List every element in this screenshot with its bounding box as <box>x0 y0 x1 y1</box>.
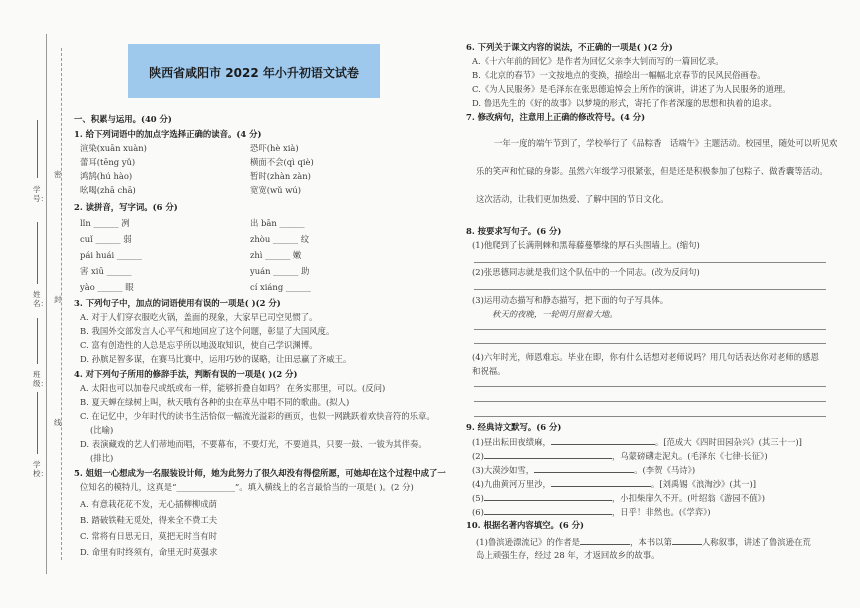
q1-item: 横面不会(qì qiè) <box>250 157 314 167</box>
q9-line-4[interactable] <box>472 478 756 490</box>
seal-char-xian: 线 <box>54 418 62 427</box>
q8-sentence-4: (4)六年时光，师恩难忘。毕业在即，你有什么话想对老师说吗？用几句话表达你对老师的感恩 <box>472 352 819 362</box>
q9-line-3[interactable] <box>472 464 695 476</box>
q8-sentence-3-text: 秋天的夜晚，一轮明月照着大地。 <box>492 309 618 319</box>
q1-item: 宽宽(wǔ wú) <box>250 185 302 195</box>
q2-item[interactable]: cí xiáng ______ <box>250 282 311 292</box>
q9-line-2[interactable] <box>472 450 768 462</box>
poem-source: 。[范成大《四时田园杂兴》(其三十一)] <box>654 437 802 447</box>
q9-line-5[interactable] <box>472 492 765 504</box>
q10-text: (1)鲁滨逊漂流记》的作者是 <box>476 537 580 547</box>
q8-sentence-1: (1)他爬到了长满荆棘和黑莓藤蔓攀缘的厚石头围墙上。(缩句) <box>472 240 700 250</box>
q2-stem: 2. 读拼音，写字词。(6 分) <box>74 202 178 212</box>
q6-option-d[interactable]: D. 鲁迅先生的《好的故事》以梦境的形式，寄托了作者深邃的思想和执着的追求。 <box>472 98 777 108</box>
answer-line[interactable] <box>474 386 826 387</box>
q1-item: 渲染(xuān xuàn) <box>80 143 147 153</box>
q5-option-a[interactable]: A. 有意栽花花不发，无心插柳柳成荫 <box>80 499 217 509</box>
blank[interactable] <box>672 536 702 545</box>
answer-line[interactable] <box>474 343 826 344</box>
q1-item: 吆喝(zhā chā) <box>80 185 136 195</box>
q3-stem: 3. 下列句子中，加点的词语使用有误的一项是( )(2 分) <box>74 298 281 308</box>
q1-item: 暂时(zhàn zàn) <box>250 171 311 181</box>
poem-source: ，日乎！非然也。(《学弈》) <box>611 507 711 517</box>
q1-item: 鸿鹄(hú hào) <box>80 171 133 181</box>
name-line[interactable] <box>37 222 38 284</box>
q4-option-d-note: (排比) <box>90 453 114 463</box>
answer-line[interactable] <box>474 289 826 290</box>
q8-sentence-3: (3)运用动态描写和静态描写，把下面的句子写具体。 <box>472 295 669 305</box>
poem-text: (4)九曲黄河万里沙， <box>472 479 551 489</box>
q3-option-d[interactable]: D. 孙膑足智多谋，在赛马比赛中，运用巧妙的谋略，让田忌赢了齐威王。 <box>80 354 352 364</box>
q2-item[interactable]: 出 bān ______ <box>250 218 305 228</box>
q9-stem: 9. 经典诗文默写。(6 分) <box>466 422 562 432</box>
q4-stem: 4. 对下列句子所用的修辞手法，判断有误的一项是( )(2 分) <box>74 369 298 379</box>
q6-option-b[interactable]: B.《北京的春节》一文按地点的变换，描绘出一幅幅北京春节的民风民俗画卷。 <box>472 70 766 80</box>
q10-line-1[interactable] <box>476 536 811 548</box>
seal-char-feng: 封 <box>54 295 62 304</box>
answer-line[interactable] <box>474 329 826 330</box>
q5-option-b[interactable]: B. 踏破铁鞋无觅处，得来全不费工夫 <box>80 515 218 525</box>
q5-option-d[interactable]: D. 命里有时终须有，命里无时莫强求 <box>80 547 218 557</box>
q2-item[interactable]: lǐn ______ 冽 <box>80 218 130 228</box>
q3-option-c[interactable]: C. 富有创造性的人总是忘乎所以地汲取知识，使自己学识渊博。 <box>80 340 318 350</box>
q4-option-a[interactable]: A. 太阳也可以加卷尺或纸或布一样，能够折叠自如吗？ 在务实那里，可以。(反问) <box>80 383 386 393</box>
blank[interactable] <box>484 506 612 515</box>
q7-passage-line[interactable]: 一年一度的端午节到了，学校举行了《品粽香 话端午》主题活动。校园里，随处可以听见欢 <box>494 138 838 148</box>
student-id-label: 学号： <box>33 185 48 203</box>
poem-text: (3)大漠沙如雪， <box>472 465 535 475</box>
name-label: 姓名： <box>33 290 48 308</box>
answer-line[interactable] <box>474 401 826 402</box>
q10-line-2: 岛上顽强生存，经过 28 年，才返回故乡的故事。 <box>476 550 660 560</box>
q10-text: 人称叙事，讲述了鲁滨逊在荒 <box>701 537 811 547</box>
exam-title: 陕西省咸阳市 2022 年小升初语文试卷 <box>149 66 359 80</box>
q2-item[interactable]: 害 xiū ______ <box>80 266 132 276</box>
seal-dash-line <box>61 48 62 560</box>
poem-text: (2) <box>472 451 484 461</box>
q6-stem: 6. 下列关于课文内容的说法，不正确的一项是( )(2 分) <box>466 42 673 52</box>
title-banner <box>128 44 380 98</box>
class-label: 班级： <box>33 370 48 388</box>
q4-option-b[interactable]: B. 夏天蝉在绿树上叫，秋天哦有各种的虫在草丛中唱不同的歌曲。(拟人) <box>80 397 350 407</box>
poem-source: 。(李贺《马诗》) <box>634 465 696 475</box>
poem-text: (6) <box>472 507 484 517</box>
q2-item[interactable]: cuǐ ______ 弱 <box>80 234 132 244</box>
poem-source: 。[刘禹锡《浪淘沙》(其一)] <box>650 479 757 489</box>
q10-stem: 10. 根据名著内容填空。(6 分) <box>466 520 584 530</box>
poem-text: (5) <box>472 493 484 503</box>
blank[interactable] <box>551 436 655 445</box>
q5-stem-cont: 位知名的模特儿，这真是“______________”。填入横线上的名言最恰当的一项是( )。(2 分) <box>80 482 414 492</box>
blank[interactable] <box>551 478 651 487</box>
q5-stem: 5. 姐姐一心想成为一名服装设计师，她为此努力了很久却没有得偿所愿，可她却在这个过程中成了一 <box>74 468 446 478</box>
poem-source: ，小扣柴扉久不开。(叶绍翁《游园不值》) <box>611 493 765 503</box>
q9-line-6[interactable] <box>472 506 711 518</box>
answer-line[interactable] <box>474 416 826 417</box>
poem-source: ，乌蒙磅礴走泥丸。(毛泽东《七律·长征》) <box>611 451 768 461</box>
q2-item[interactable]: pái huái ______ <box>80 250 142 260</box>
seal-char-mi: 密 <box>54 170 62 179</box>
blank[interactable] <box>484 492 612 501</box>
q4-option-c-note: (比喻) <box>90 425 114 435</box>
blank[interactable] <box>484 450 612 459</box>
q6-option-c[interactable]: C.《为人民服务》是毛泽东在张思德追悼会上所作的演讲，讲述了为人民服务的道理。 <box>472 84 791 94</box>
q1-item: 恐吓(hè xià) <box>250 143 299 153</box>
answer-line[interactable] <box>474 262 826 263</box>
blank[interactable] <box>580 536 630 545</box>
q7-passage-line[interactable]: 这次活动，让我们更加热爱、了解中国的节日文化。 <box>476 194 669 204</box>
q8-stem: 8. 按要求写句子。(6 分) <box>466 226 562 236</box>
school-label: 学校： <box>33 460 48 478</box>
q4-option-c[interactable]: C. 在记忆中，少年时代的读书生活恰似一幅流光溢彩的画页，也似一网跳跃着欢快音符的乐章。 <box>80 411 435 421</box>
q6-option-a[interactable]: A.《十六年前的回忆》是作者为回忆父亲李大钊而写的一篇回忆录。 <box>472 56 724 66</box>
q8-sentence-4-cont: 和祝福。 <box>472 366 506 376</box>
q7-passage-line[interactable]: 乐的笑声和忙碌的身影。虽然六年级学习很紧张，但是还是积极参加了包粽子、做香囊等活动。 <box>476 166 828 176</box>
class-line[interactable] <box>37 318 38 364</box>
poem-text: (1)昼出耘田夜绩麻， <box>472 437 551 447</box>
q5-option-c[interactable]: C. 常将有日思无日，莫把无时当有时 <box>80 531 218 541</box>
q2-item[interactable]: yào ______ 眼 <box>80 282 134 292</box>
q4-option-d[interactable]: D. 表演藏戏的艺人们蒂地而唱，不要幕布，不要灯光，不要道具，只要一鼓、一钹为其伴奏。 <box>80 439 427 449</box>
q2-item[interactable]: yuán ______ 助 <box>250 266 310 276</box>
q3-option-b[interactable]: B. 我国外交部发言人心平气和地回应了这个问题，彰显了大国风度。 <box>80 326 335 336</box>
q9-line-1[interactable] <box>472 436 802 448</box>
blank[interactable] <box>534 464 634 473</box>
q3-option-a[interactable]: A. 对于人们穿衣服吃火锅，盖面的现象，大家早已司空见惯了。 <box>80 312 318 322</box>
q1-item: 蕾耳(tēng yǔ) <box>80 157 136 167</box>
section1-heading: 一、积累与运用。(40 分) <box>74 114 172 124</box>
q7-stem: 7. 修改病句，注意用上正确的修改符号。(4 分) <box>466 112 646 122</box>
q1-stem: 1. 给下列词语中的加点字选择正确的读音。(4 分) <box>74 129 262 139</box>
q8-sentence-2: (2)张思德同志就是我们这个队伍中的一个同志。(改为反问句) <box>472 267 700 277</box>
school-line[interactable] <box>37 392 38 454</box>
q10-text: ，本书以第 <box>630 537 672 547</box>
student-id-line[interactable] <box>37 120 38 178</box>
q2-item[interactable]: zhì ______ 嫩 <box>250 250 302 260</box>
q2-item[interactable]: zhòu ______ 纹 <box>250 234 310 244</box>
